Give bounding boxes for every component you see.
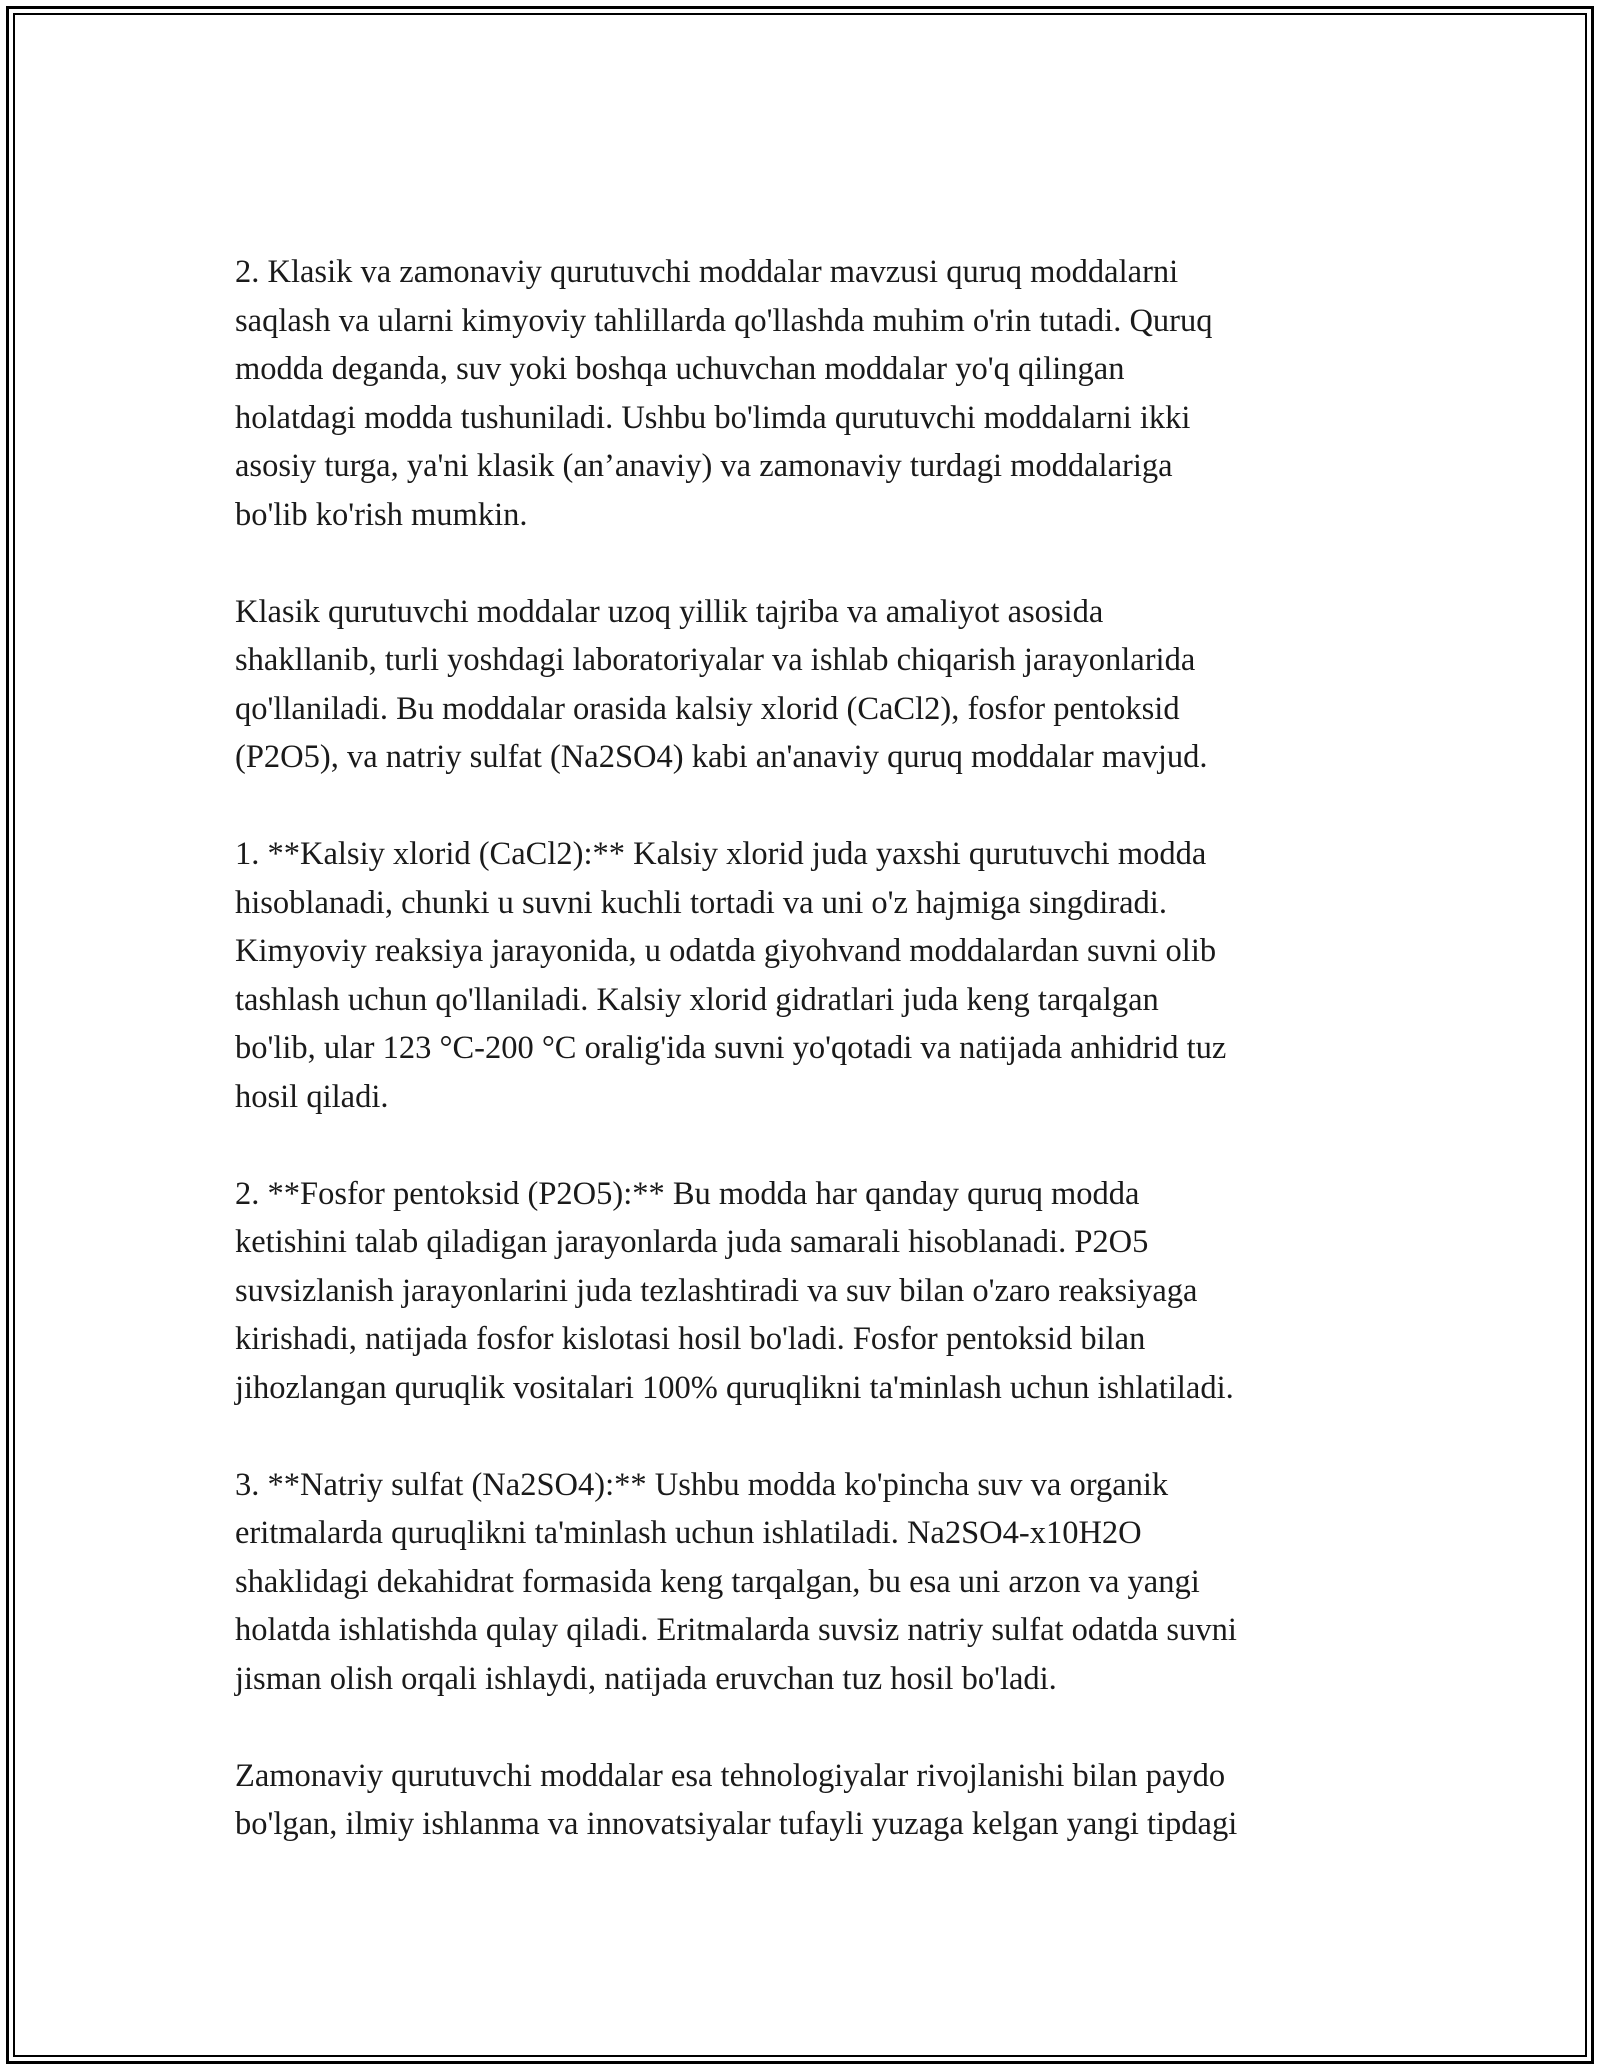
paragraph-classic-drying-agents: Klasik qurutuvchi moddalar uzoq yillik tajriba va amaliyot asosida shakllanib, turli yoshdagi laboratoriyalar va ishlab chiqarish jarayonlarida qo'llaniladi. Bu moddalar orasida kalsiy xlorid (CaCl2), fosfor pentoksid (P2O5), va natriy sulfat (Na2SO4) kabi an'anaviy quruq moddalar mavjud. xyxy=(235,593,1208,775)
document-body xyxy=(235,248,1375,1897)
paragraph-sodium-sulfate: 3. **Natriy sulfat (Na2SO4):** Ushbu modda ko'pincha suv va organik eritmalarda quruqlikni ta'minlash uchun ishlatiladi. Na2SO4-x10H2O shaklidagi dekahidrat formasida keng tarqalgan, bu esa uni arzon va yangi holatda ishlatishda qulay qiladi. Eritmalarda suvsiz natriy sulfat odatda suvni jisman olish orqali ishlaydi, natijada eruvchan tuz hosil bo'ladi. xyxy=(235,1466,1237,1697)
paragraph-modern-drying-agents: Zamonaviy qurutuvchi moddalar esa tehnologiyalar rivojlanishi bilan paydo bo'lgan, ilmiy ishlanma va innovatsiyalar tufayli yuzaga kelgan yangi tipdagi xyxy=(235,1757,1238,1842)
paragraph-calcium-chloride: 1. **Kalsiy xlorid (CaCl2):** Kalsiy xlorid juda yaxshi qurutuvchi modda hisoblanadi, chunki u suvni kuchli tortadi va uni o'z hajmiga singdiradi. Kimyoviy reaksiya jarayonida, u odatda giyohvand moddalardan suvni olib tashlash uchun qo'llaniladi. Kalsiy xlorid gidratlari juda keng tarqalgan bo'lib, ular 123 °C-200 °C oralig'ida suvni yo'qotadi va natijada anhidrid tuz hosil qiladi. xyxy=(235,836,1227,1115)
paragraph-phosphorus-pentoxide: 2. **Fosfor pentoksid (P2O5):** Bu modda har qanday quruq modda ketishini talab qiladigan jarayonlarda juda samarali hisoblanadi. P2O5 suvsizlanish jarayonlarini juda tezlashtiradi va suv bilan o'zaro reaksiyaga kirishadi, natijada fosfor kislotasi hosil bo'ladi. Fosfor pentoksid bilan jihozlangan quruqlik vositalari 100% quruqlikni ta'minlash uchun ishlatiladi. xyxy=(235,1175,1234,1406)
paragraph-intro: 2. Klasik va zamonaviy qurutuvchi moddalar mavzusi quruq moddalarni saqlash va ularni kimyoviy tahlillarda qo'llashda muhim o'rin tutadi. Quruq modda deganda, suv yoki boshqa uchuvchan moddalar yo'q qilingan holatdagi modda tushuniladi. Ushbu bo'limda qurutuvchi moddalarni ikki asosiy turga, ya'ni klasik (an’anaviy) va zamonaviy turdagi moddalariga bo'lib ko'rish mumkin. xyxy=(235,254,1213,533)
